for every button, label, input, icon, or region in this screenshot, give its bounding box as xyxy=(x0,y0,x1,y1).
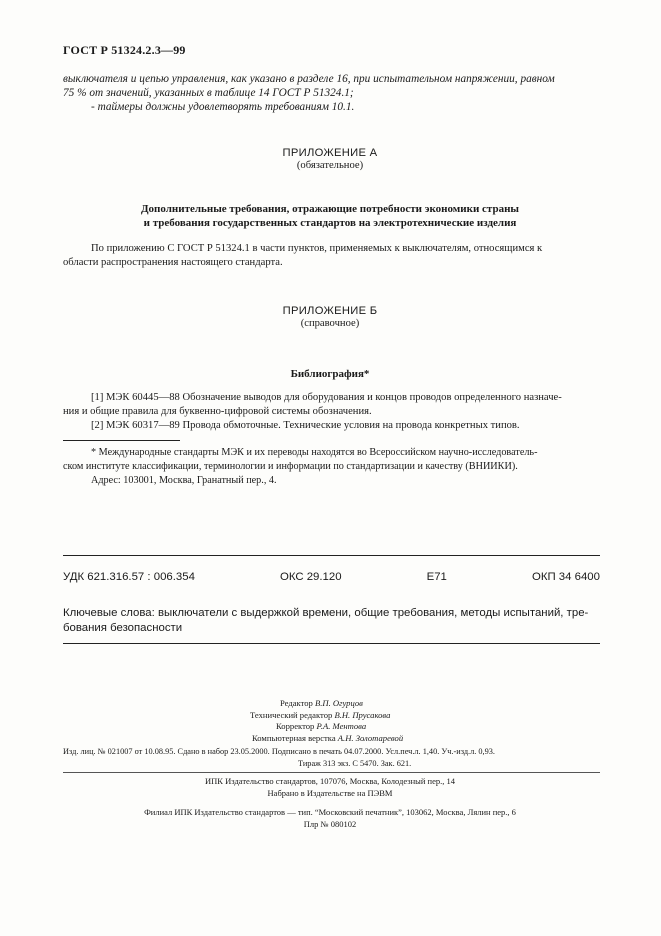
keywords-bottom-rule xyxy=(63,643,600,644)
imprint-block xyxy=(60,776,600,830)
keywords-line-1: Ключевые слова: выключатели с выдержкой времени, общие требования, методы испытаний, тре- xyxy=(63,607,589,619)
imprint-line-2: Набрано в Издательстве на ПЭВМ xyxy=(267,787,393,798)
appendix-a-heading xyxy=(60,202,600,230)
appendix-a-status: (обязательное) xyxy=(296,160,364,171)
appendix-a-body xyxy=(63,242,600,270)
bibliography-heading: Библиография* xyxy=(290,368,370,380)
editor-line xyxy=(200,698,460,710)
keywords-line-2: бования безопасности xyxy=(63,622,183,634)
credits-block xyxy=(200,698,460,744)
imprint-line-4: Плр № 080102 xyxy=(303,818,357,829)
appendix-b-title-block xyxy=(60,305,600,329)
keywords xyxy=(63,606,600,636)
appendix-a-body-line-1: По приложению С ГОСТ Р 51324.1 в части пунктов, применяемых к выключателям, относящимся к xyxy=(91,243,543,254)
corrector-name: Р.А. Ментова xyxy=(316,721,367,731)
tech-editor-label: Технический редактор xyxy=(250,709,333,720)
appendix-a-heading-line-1: Дополнительные требования, отражающие потребности экономики страны xyxy=(140,203,519,215)
footnote xyxy=(63,446,600,488)
e-code: Е71 xyxy=(426,571,447,583)
appendix-a-title: ПРИЛОЖЕНИЕ А xyxy=(282,147,378,159)
imprint-line-3: Филиал ИПК Издательство стандартов — тип. “Московский печатник”, 103062, Москва, Лялин пер., 6 xyxy=(144,807,516,817)
corrector-label: Корректор xyxy=(276,721,315,731)
editor-label: Редактор xyxy=(280,698,313,708)
tech-editor-line xyxy=(200,710,460,722)
intro-line-1: выключателя и цепью управления, как указано в разделе 16, при испытательном напряжении, равном xyxy=(63,73,555,85)
appendix-a-body-line-2: области распространения настоящего стандарта. xyxy=(63,257,283,268)
layout-line xyxy=(200,733,460,745)
okp-code: ОКП 34 6400 xyxy=(531,571,600,583)
bibliography-item-1-line-2: ния и общие правила для буквенно-цифровой системы обозначения. xyxy=(63,406,372,417)
appendix-b-title: ПРИЛОЖЕНИЕ Б xyxy=(282,305,378,317)
classification-top-rule xyxy=(63,555,600,556)
appendix-a-heading-line-2: и требования государственных стандартов на электротехнические изделия xyxy=(143,217,517,229)
classification-row xyxy=(63,571,600,583)
bibliography-list xyxy=(63,391,600,433)
udk-code: УДК 621.316.57 : 006.354 xyxy=(63,571,195,583)
footnote-line-2: ском институте классификации, терминологии и информации по стандартизации и качеству (ВНИИКИ). xyxy=(63,461,518,472)
publication-line-1: Изд. лиц. № 021007 от 10.08.95. Сдано в набор 23.05.2000. Подписано в печать 04.07.2000. Усл.печ.л. 1,40. Уч.-изд.л. 0,93. xyxy=(63,747,496,756)
appendix-b-status: (справочное) xyxy=(300,318,360,329)
intro-line-2: 75 % от значений, указанных в таблице 14 ГОСТ Р 51324.1; xyxy=(63,87,354,99)
footnote-line-1: * Международные стандарты МЭК и их переводы находятся во Всероссийском научно-исследователь- xyxy=(91,447,538,458)
layout-label: Компьютерная верстка xyxy=(252,732,336,743)
publication-details xyxy=(63,746,600,769)
oks-code: ОКС 29.120 xyxy=(279,571,342,583)
publication-line-2: Тираж 313 экз. С 5470. Зак. 621. xyxy=(298,758,412,768)
footnote-divider xyxy=(63,440,180,441)
tech-editor-name: В.Н. Прусакова xyxy=(334,709,391,720)
document-id-header: ГОСТ Р 51324.2.3—99 xyxy=(63,43,186,57)
imprint-top-rule xyxy=(63,772,600,773)
corrector-line xyxy=(200,721,460,733)
footnote-line-3: Адрес: 103001, Москва, Гранатный пер., 4. xyxy=(91,475,277,486)
editor-name: В.П. Огурцов xyxy=(315,698,363,708)
imprint-line-1: ИПК Издательство стандартов, 107076, Москва, Колодезный пер., 14 xyxy=(205,776,455,786)
intro-block xyxy=(63,72,603,114)
bibliography-item-1-line-1: [1] МЭК 60445—88 Обозначение выводов для оборудования и концов проводов определенного назначе- xyxy=(91,392,562,403)
bibliography-item-2: [2] МЭК 60317—89 Провода обмоточные. Технические условия на провода конкретных типов. xyxy=(91,420,520,431)
layout-name: А.Н. Золотаревой xyxy=(337,732,404,743)
intro-line-3: - таймеры должны удовлетворять требованиям 10.1. xyxy=(91,101,355,113)
appendix-a-title-block xyxy=(60,147,600,171)
